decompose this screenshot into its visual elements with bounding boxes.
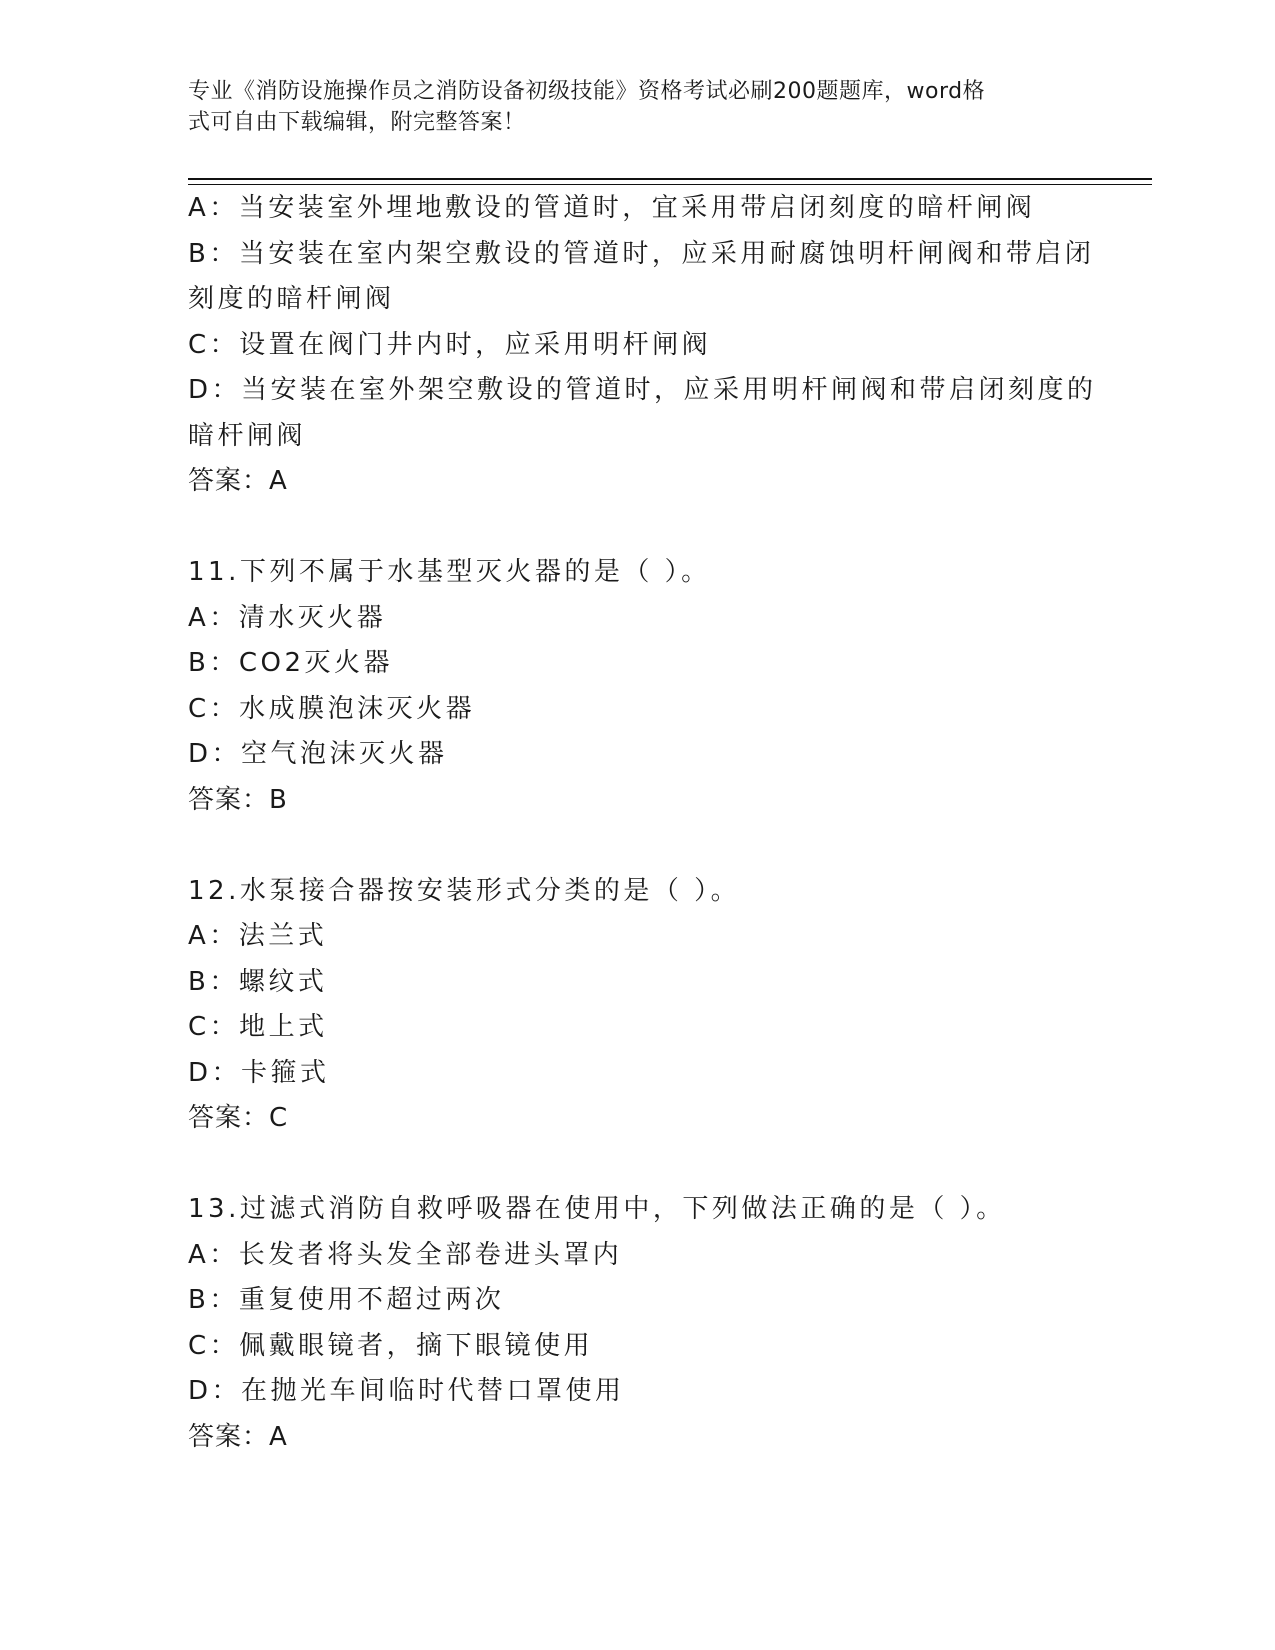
option-a: A：清水灭火器 <box>188 602 387 633</box>
question-12-block <box>188 869 1088 1142</box>
option-d: D：空气泡沫灭火器 <box>188 739 448 769</box>
option-a: A：长发者将头发全部卷进头罩内 <box>188 1239 623 1270</box>
option-d: D：卡箍式 <box>188 1057 330 1088</box>
question-stem: 13.过滤式消防自救呼吸器在使用中，下列做法正确的是（ ）。 <box>188 1194 1006 1224</box>
question-stem: 11.下列不属于水基型灭火器的是（ ）。 <box>188 557 711 587</box>
option-c: C：设置在阀门井内时，应采用明杆闸阀 <box>188 329 712 360</box>
document-header <box>188 76 1068 138</box>
question-11-block <box>188 550 1088 823</box>
spacer <box>188 823 1088 869</box>
answer: 答案：A <box>188 1421 288 1452</box>
answer: 答案：C <box>188 1103 289 1133</box>
question-10-block <box>188 186 1097 505</box>
option-c: C：地上式 <box>188 1012 328 1042</box>
option-c: C：佩戴眼镜者，摘下眼镜使用 <box>188 1330 594 1361</box>
option-b: B：当安装在室内架空敷设的管道时，应采用耐腐蚀明杆闸阀和带启闭 <box>188 238 1095 269</box>
question-stem: 12.水泵接合器按安装形式分类的是（ ）。 <box>188 875 741 906</box>
option-b: B：螺纹式 <box>188 966 328 997</box>
answer: 答案：A <box>188 466 288 496</box>
option-b: B：CO2灭火器 <box>188 648 393 678</box>
header-divider-thin <box>188 184 1152 185</box>
question-list <box>188 186 1097 1460</box>
spacer <box>188 1142 1088 1188</box>
answer: 答案：B <box>188 784 288 815</box>
header-line-1: 专业《消防设施操作员之消防设备初级技能》资格考试必刷200题题库，word格 <box>188 79 986 104</box>
option-d: D：在抛光车间临时代替口罩使用 <box>188 1376 625 1406</box>
option-a: A：当安装室外埋地敷设的管道时，宜采用带启闭刻度的暗杆闸阀 <box>188 193 1036 223</box>
option-d: D：当安装在室外架空敷设的管道时，应采用明杆闸阀和带启闭刻度的 <box>188 375 1097 405</box>
option-b-continued: 刻度的暗杆闸阀 <box>188 284 395 314</box>
question-13-block <box>188 1187 1088 1460</box>
spacer <box>188 505 1088 551</box>
option-c: C：水成膜泡沫灭火器 <box>188 693 476 724</box>
option-a: A：法兰式 <box>188 921 328 951</box>
option-d-continued: 暗杆闸阀 <box>188 420 307 451</box>
header-divider-thick <box>188 178 1152 180</box>
option-b: B：重复使用不超过两次 <box>188 1285 505 1315</box>
header-line-2: 式可自由下载编辑，附完整答案！ <box>188 110 526 135</box>
